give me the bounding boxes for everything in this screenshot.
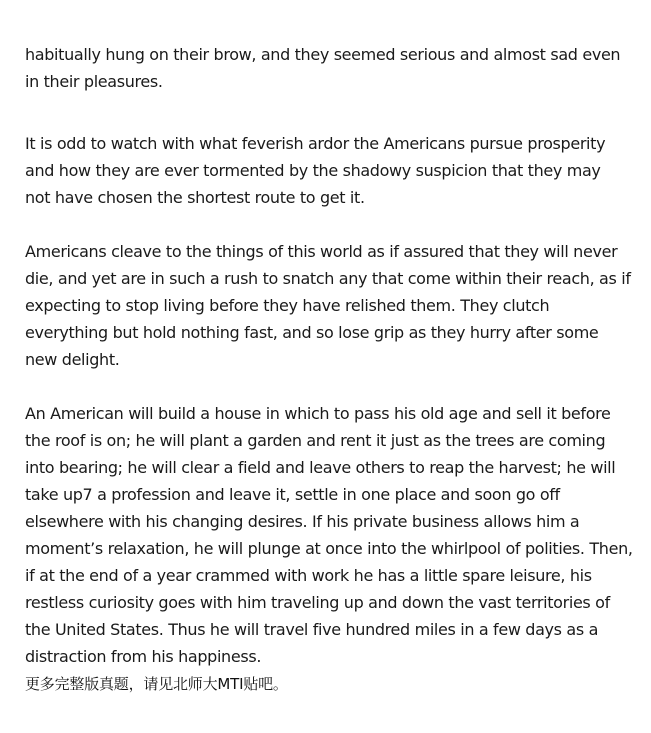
paragraph-3-line-1: Americans cleave to the things of this world as if assured that they will never xyxy=(25,242,618,261)
paragraph-4-line-4: take up7 a profession and leave it, settle in one place and soon go off xyxy=(25,485,560,504)
paragraph-3-line-5: new delight. xyxy=(25,350,120,369)
paragraph-4-line-8: restless curiosity goes with him traveling up and down the vast territories of xyxy=(25,593,610,612)
paragraph-3-line-3: expecting to stop living before they have relished them. They clutch xyxy=(25,296,550,315)
paragraph-4-line-2: the roof is on; he will plant a garden and rent it just as the trees are coming xyxy=(25,431,606,450)
paragraph-3-line-2: die, and yet are in such a rush to snatch any that come within their reach, as if xyxy=(25,269,631,288)
footer-note: 更多完整版真题，请见北师大MTI贴吧。 xyxy=(25,675,288,693)
paragraph-2-line-3: not have chosen the shortest route to get it. xyxy=(25,188,365,207)
paragraph-4-line-6: moment’s relaxation, he will plunge at once into the whirlpool of polities. Then, xyxy=(25,539,633,558)
paragraph-4-line-9: the United States. Thus he will travel five hundred miles in a few days as a xyxy=(25,620,599,639)
paragraph-3-line-4: everything but hold nothing fast, and so lose grip as they hurry after some xyxy=(25,323,599,342)
paragraph-4-line-7: if at the end of a year crammed with work he has a little spare leisure, his xyxy=(25,566,592,585)
paragraph-4-line-10: distraction from his happiness. xyxy=(25,647,262,666)
paragraph-4-line-5: elsewhere with his changing desires. If his private business allows him a xyxy=(25,512,580,531)
paragraph-1-line-1: habitually hung on their brow, and they seemed serious and almost sad even xyxy=(25,45,621,64)
paragraph-2-line-2: and how they are ever tormented by the shadowy suspicion that they may xyxy=(25,161,601,180)
paragraph-1-line-2: in their pleasures. xyxy=(25,72,163,91)
paragraph-4-line-3: into bearing; he will clear a field and leave others to reap the harvest; he will xyxy=(25,458,616,477)
paragraph-4-line-1: An American will build a house in which to pass his old age and sell it before xyxy=(25,404,611,423)
paragraph-2-line-1: It is odd to watch with what feverish ardor the Americans pursue prosperity xyxy=(25,134,606,153)
